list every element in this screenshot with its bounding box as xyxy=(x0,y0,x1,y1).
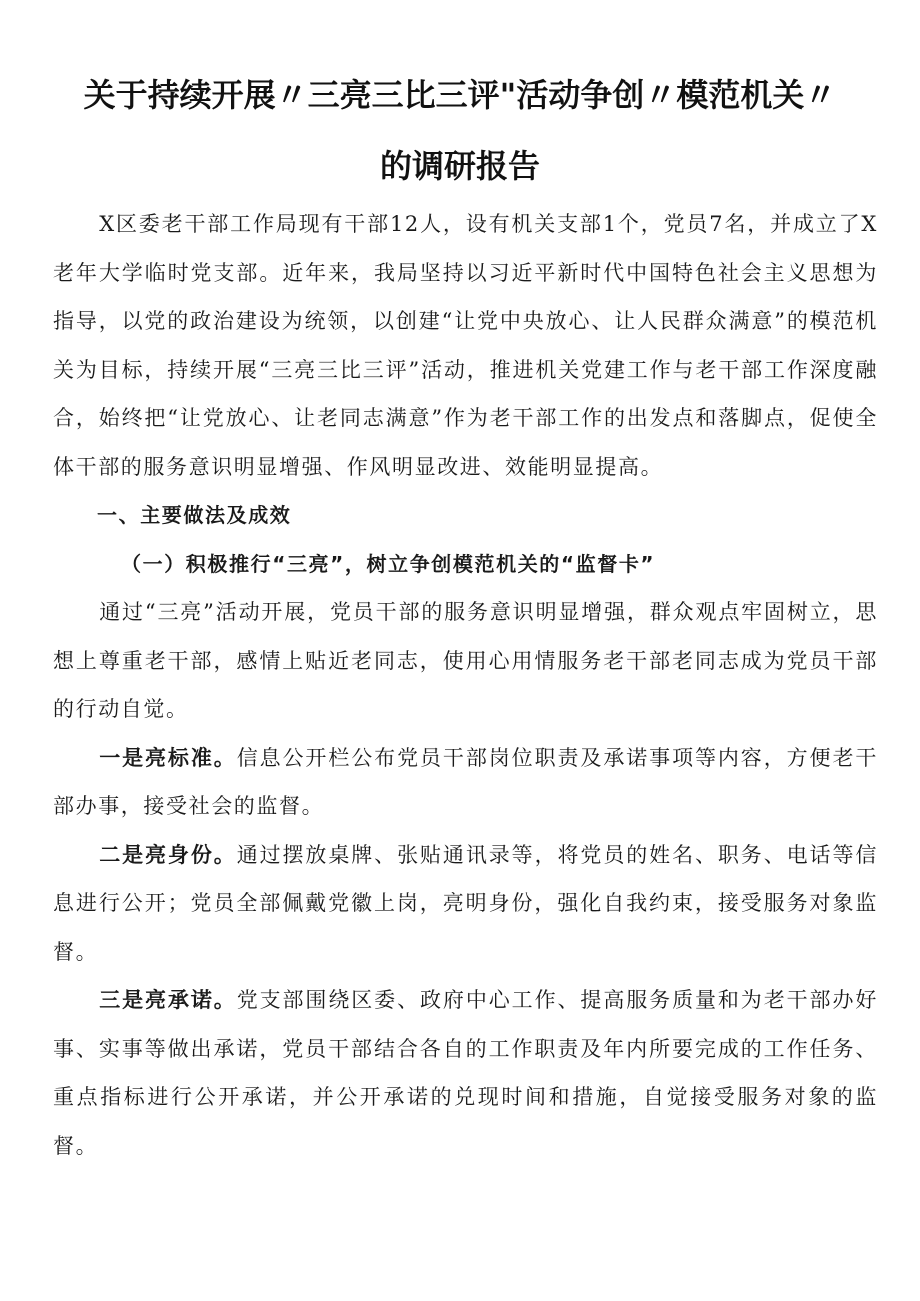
item-paragraph-standard xyxy=(53,734,878,831)
subsection-heading: （一）积极推行“三亮”，树立争创模范机关的“监督卡” xyxy=(121,551,656,576)
item-lead-standard: 一是亮标准。 xyxy=(99,745,237,770)
item-paragraph-commitment xyxy=(53,976,878,1170)
item-lead-identity: 二是亮身份。 xyxy=(99,842,237,867)
item-lead-commitment: 三是亮承诺。 xyxy=(99,988,237,1012)
document-body xyxy=(53,200,878,1170)
document-title-line-2: 的调研报告 xyxy=(379,147,540,185)
item-text-identity: 通过摆放桌牌、张贴通讯录等，将党员的姓名、职务、电话等信息进行公开；党员全部佩戴党徽上岗，亮明身份，强化自我约束，接受服务对象监督。 xyxy=(53,842,878,964)
subsection-paragraph: 通过“三亮”活动开展，党员干部的服务意识明显增强，群众观点牢固树立，思想上尊重老干部，感情上贴近老同志，使用心用情服务老干部老同志成为党员干部的行动自觉。 xyxy=(53,600,878,721)
intro-paragraph: X区委老干部工作局现有干部12人，设有机关支部1个，党员7名，并成立了X老年大学临时党支部。近年来，我局坚持以习近平新时代中国特色社会主义思想为指导，以党的政治建设为统领，以创建“让党中央放心、让人民群众满意”的模范机关为目标，持续开展“三亮三比三评”活动，推进机关党建工作与老干部工作深度融合，始终把“让党放心、让老同志满意”作为老干部工作的出发点和落脚点，促使全体干部的服务意识明显增强、作风明显改进、效能明显提高。 xyxy=(53,212,878,479)
document-title-line-1: 关于持续开展〃三亮三比三评"活动争创〃模范机关〃 xyxy=(83,76,837,114)
item-text-standard: 信息公开栏公布党员干部岗位职责及承诺事项等内容，方便老干部办事，接受社会的监督。 xyxy=(53,745,878,818)
item-paragraph-identity xyxy=(53,831,878,977)
item-text-commitment: 党支部围绕区委、政府中心工作、提高服务质量和为老干部办好事、实事等做出承诺，党员干部结合各自的工作职责及年内所要完成的工作任务、重点指标进行公开承诺，并公开承诺的兑现时间和措施，自觉接受服务对象的监督。 xyxy=(53,988,878,1158)
section-heading: 一、主要做法及成效 xyxy=(97,503,292,527)
